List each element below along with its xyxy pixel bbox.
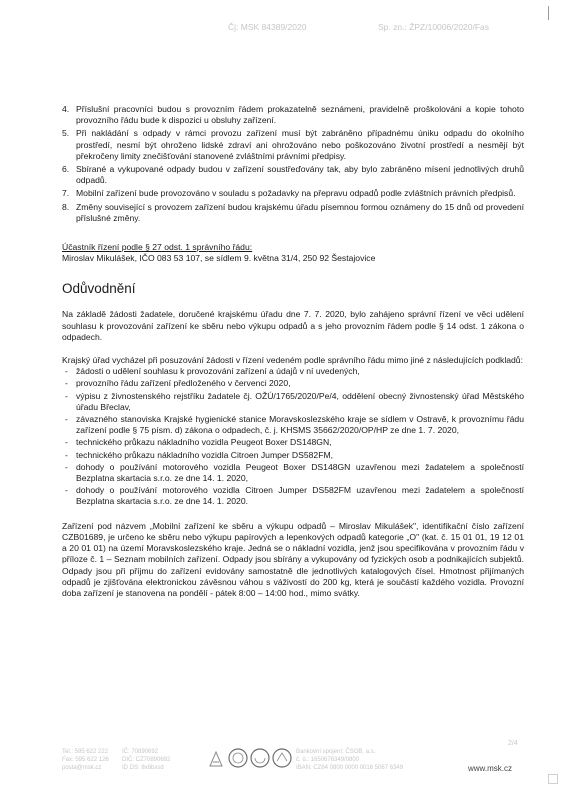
scan-edge-mark [548,6,549,20]
facility-description: Zařízení pod názvem „Mobilní zařízení ke sběru a výkupu odpadů – Miroslav Mikulášek", identifikační číslo zařízení CZB01689, je určeno ke sběru nebo výkupu papírových a lepenkových odpadů kategorie „O" (kat. č. 15 01 01, 19 12 01 a 20 01 01) na území Moravskoslezského kraje. Jedná se o nákladní vozidla, jenž jsou specifikována v provozním řádu v příloze č. 1 – Seznam mobilních zařízení. Odpady jsou sbírány a vykupovány od fyzických osob a podnikajících subjektů. Odpady jsou při příjmu do zařízení evidovány samostatně dle jednotlivých katalogových čísel. Hmotnost přijímaných odpadů je zjišťována elektronickou závěsnou váhou s váživostí do 200 kg, která je součástí každého vozidla. Provozní doba zařízení je stanovena na pondělí - pátek 8:00 – 14:00 hod., mimo svátky. [62,520,524,598]
document-item: - technického průkazu nákladního vozidla Peugeot Boxer DS148GN, [65,437,332,448]
document-item: - provozního řádu zařízení předloženého v červenci 2020, [65,378,291,389]
case-number: Čj: MSK 84389/2020 [228,22,307,32]
quality-award-logo-icon [273,749,291,767]
condition-item: 5. Při nakládání s odpady v rámci provozu zařízení musí být zabráněno případnému úniku odpadu do okolního prostředí, nesmí být ohroženo lidské zdraví ani ohrožováno nebo poškozováno životní prostředí a nesmějí být překročeny limity znečišťování stanovené zvláštními právními předpisy. [62,128,524,161]
basis-intro: Krajský úřad vycházel při posuzování žádosti v řízení vedeném podle správního řádu mimo jiné z následujících podkladů: [62,355,523,366]
condition-item: 7. Mobilní zařízení bude provozováno v souladu s požadavky na přepravu odpadů podle zvláštních právních předpisů. [62,188,516,199]
condition-item: 4. Příslušní pracovníci budou s provozním řádem prokazatelně seznámeni, pravidelně proškolováni a kopie tohoto provozního řádu bude k dispozici u obsluhy zařízení. [62,104,524,126]
condition-item: 8. Změny související s provozem zařízení budou krajskému úřadu písemnou formou oznámeny do 15 dnů od provedení příslušné změny. [62,201,524,223]
reasoning-intro: Na základě žádosti žadatele, doručené krajskému úřadu dne 7. 7. 2020, bylo zahájeno správní řízení ve věci udělení souhlasu k provozování zařízení ke sběru nebo výkupu odpadů a s jeho provozním řádem podle § 14 odst. 1 zákona o odpadech. [62,309,524,342]
page-footer [0,740,566,800]
document-item: - závazného stanoviska Krajské hygienické stanice Moravskoslezského kraje se sídlem v Ostravě, k provoznímu řádu zařízení podle § 75 písm. d) zákona o odpadech, č. j. KHSMS 35662/2020/OP/HP ze dne 1. 7. 2020, [65,414,524,436]
document-body [62,104,524,611]
document-item: - dohody o používání motorového vozidla Citroen Jumper DS582FM uzavřenou mezi žadatelem a společností Bezplatna skartacia s.r.o. ze dne 14. 1. 2020. [65,485,524,507]
iso-logo-icon [229,749,247,767]
reasoning-title: Odůvodnění [62,281,136,297]
document-item: - výpisu z živnostenského rejstříku žadatele čj. OŽÚ/1765/2020/Pe/4, oddělení obecný živnostenský úřad Městského úřadu Břeclav, [65,390,524,412]
supporting-documents-list [62,366,524,507]
conditions-list [62,104,524,224]
certification-logos [206,746,292,772]
participant-block [62,242,524,264]
emas-logo-icon [210,752,222,766]
participant-heading: Účastník řízení podle § 27 odst. 1 správního řádu: [62,242,253,253]
condition-item: 6. Sbírané a vykupované odpady budou v zařízení soustřeďovány tak, aby bylo zabráněno mísení jednotlivých druhů odpadů. [62,164,524,186]
scan-corner-mark [548,774,558,784]
document-item: - dohody o používání motorového vozidla Peugeot Boxer DS148GN uzavřenou mezi žadatelem a společností Bezplatna skartacia s.r.o. ze dne 14. 1. 2020, [65,461,524,484]
document-item: - žádosti o udělení souhlasu k provozování zařízení a údajů v ní uvedených, [65,366,360,377]
footer-contact-column: Tel.: 595 622 222 Fax: 595 622 126 posta@msk.cz [62,749,109,771]
participant-details: Miroslav Mikulášek, IČO 083 53 107, se sídlem 9. května 31/4, 250 92 Šestajovice [62,253,376,264]
page-number: 2/4 [508,740,518,747]
footer-id-column: IČ: 70890692 DIČ: CZ70890692 ID DS: 8x6bxsd [122,749,171,771]
website-link[interactable]: www.msk.cz [468,764,512,773]
csr-award-logo-icon [251,749,269,767]
footer-bank-column: Bankovní spojení: ČSOB, a.s. č. ú.: 1650676349/0800 IBAN: CZ64 0800 0000 0016 5067 6349 [296,749,404,771]
file-mark: Sp. zn.: ŽPZ/10006/2020/Fas [378,22,490,32]
document-item: - technického průkazu nákladního vozidla Citroen Jumper DS582FM, [65,449,333,460]
